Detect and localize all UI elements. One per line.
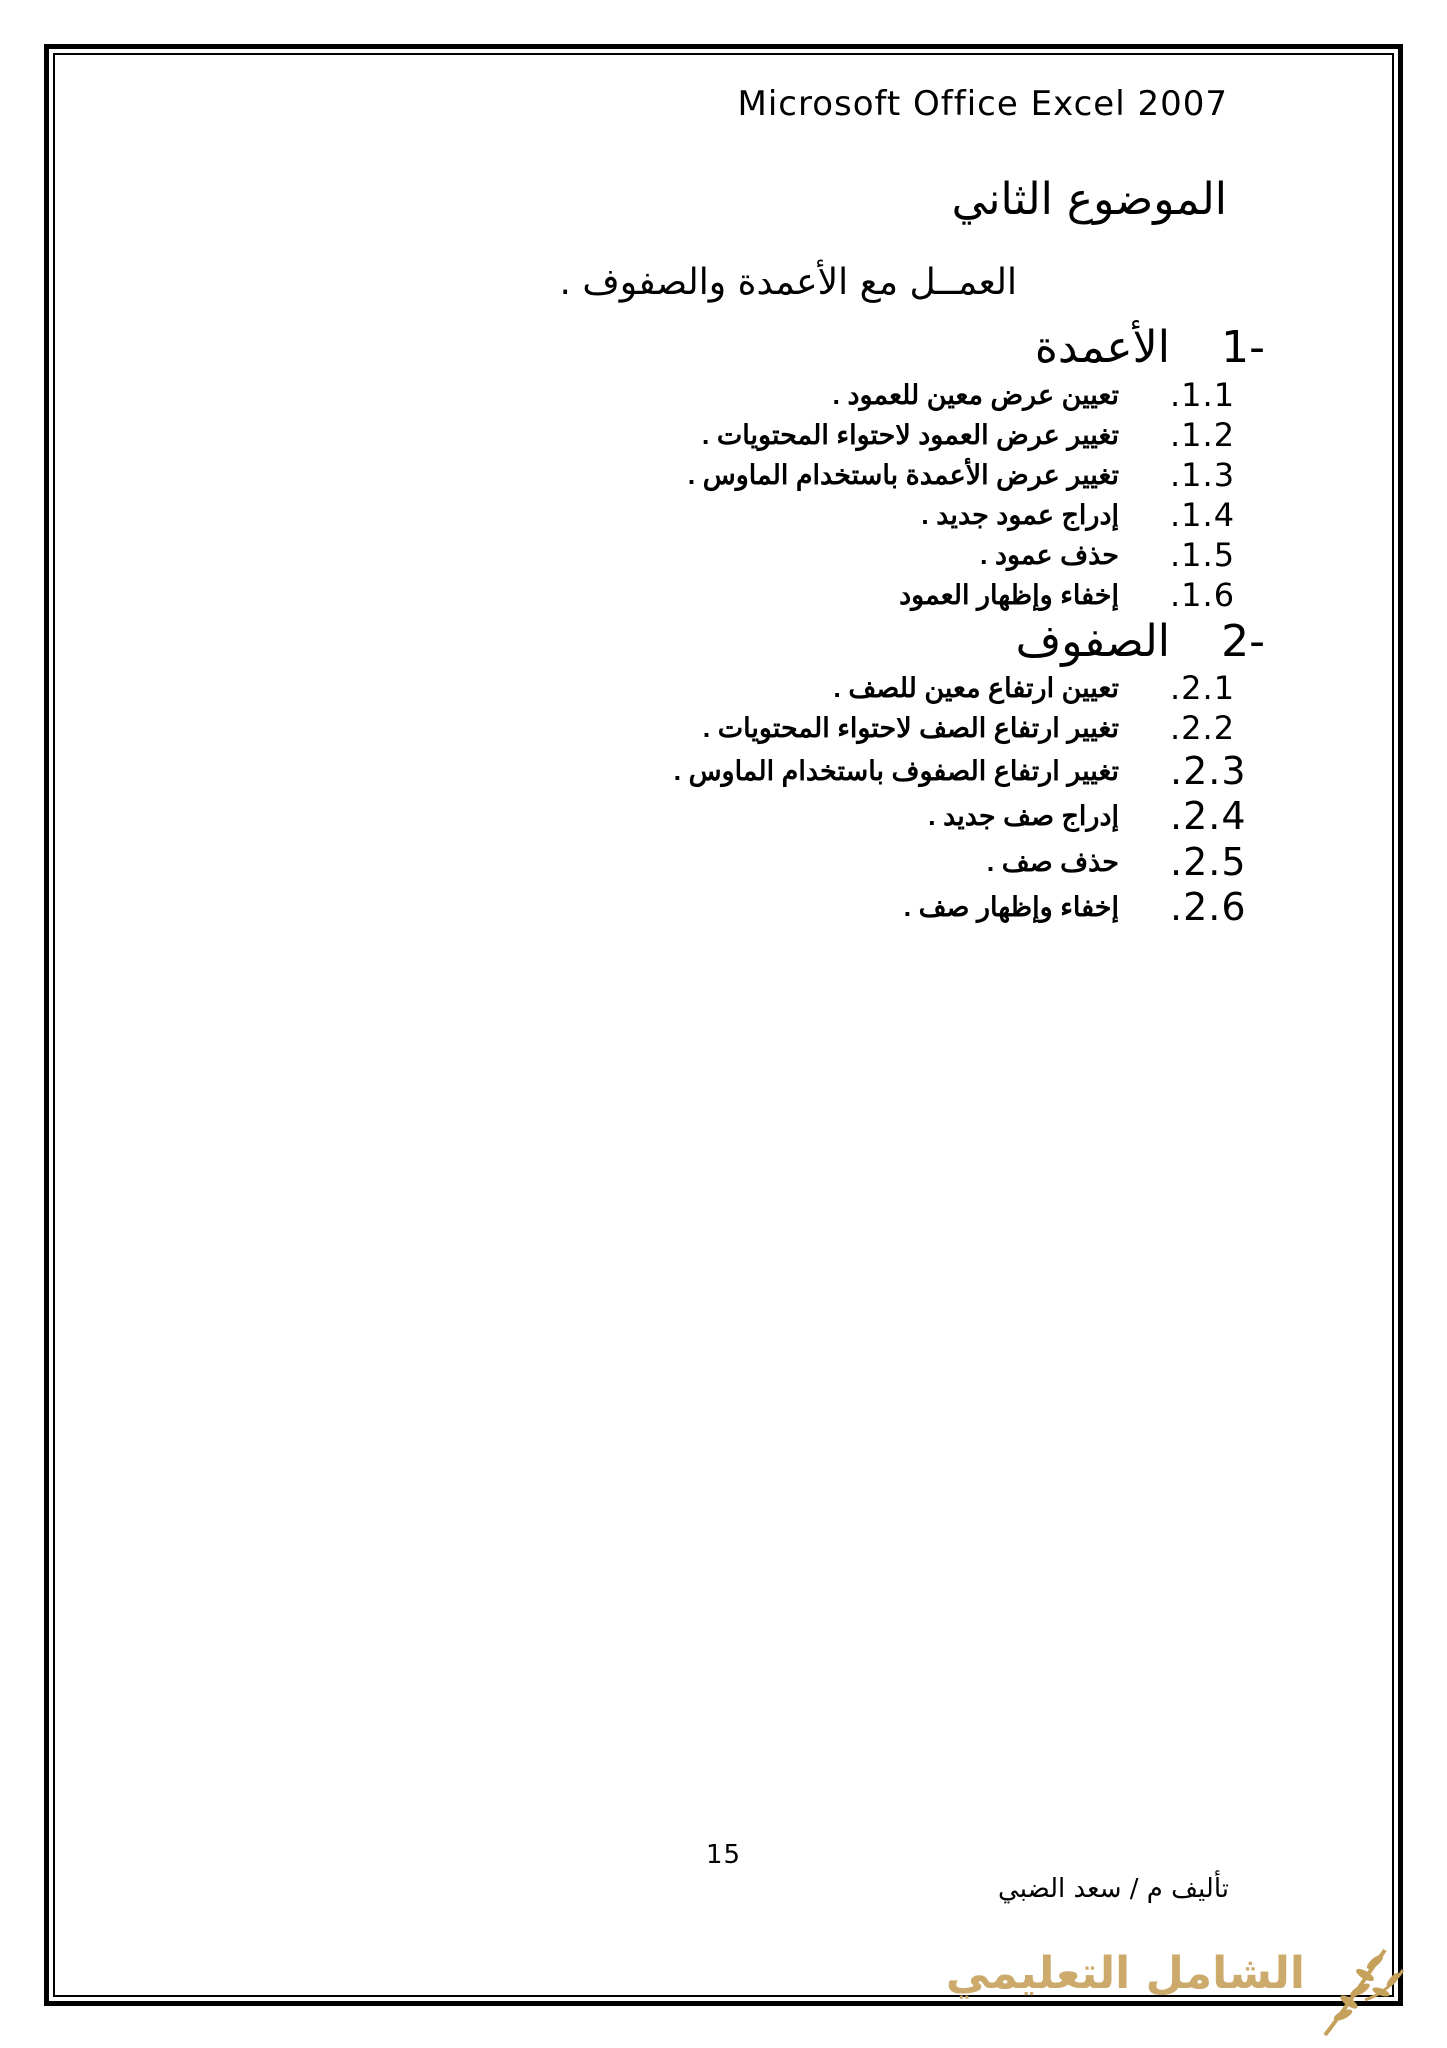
topic-title: الموضوع الثاني xyxy=(951,174,1227,225)
item-number: .2.4 xyxy=(1170,794,1247,838)
section-title: الأعمدة xyxy=(1034,322,1170,373)
list-item xyxy=(0,377,1447,413)
item-number: .1.2 xyxy=(1170,416,1236,454)
list-item xyxy=(0,885,1447,929)
topic-subtitle: العمــل مع الأعمدة والصفوف . xyxy=(559,262,1017,303)
list-item xyxy=(0,840,1447,884)
item-text: حذف صف . xyxy=(986,847,1119,877)
item-number: .2.2 xyxy=(1170,709,1236,747)
section-title: الصفوف xyxy=(1015,616,1170,667)
list-item xyxy=(0,457,1447,493)
list-item xyxy=(0,537,1447,573)
item-number: .1.6 xyxy=(1170,576,1236,614)
item-text: إدراج صف جديد . xyxy=(928,801,1119,831)
section-number: 2- xyxy=(1221,616,1265,667)
item-number: .1.1 xyxy=(1170,376,1236,414)
item-number: .2.3 xyxy=(1170,749,1247,793)
item-number: .2.6 xyxy=(1170,885,1247,929)
list-item xyxy=(0,670,1447,706)
item-text: إدراج عمود جديد . xyxy=(921,500,1119,530)
item-text: تعيين ارتفاع معين للصف . xyxy=(833,673,1119,703)
item-text: إخفاء وإظهار العمود xyxy=(899,580,1119,610)
item-text: تغيير عرض الأعمدة باستخدام الماوس . xyxy=(687,460,1119,490)
list-item xyxy=(0,710,1447,746)
olive-branch-icon xyxy=(1305,1940,1415,2040)
item-text: حذف عمود . xyxy=(979,540,1119,570)
author-credit: تأليف م / سعد الضبي xyxy=(998,1874,1229,1904)
item-text: إخفاء وإظهار صف . xyxy=(903,892,1119,922)
section-heading xyxy=(0,322,1447,374)
item-text: تغيير ارتفاع الصفوف باستخدام الماوس . xyxy=(673,756,1119,786)
item-text: تغيير ارتفاع الصف لاحتواء المحتويات . xyxy=(702,713,1119,743)
publisher-logo xyxy=(945,1948,1415,2038)
item-number: .1.5 xyxy=(1170,536,1236,574)
item-number: .1.4 xyxy=(1170,496,1236,534)
list-item xyxy=(0,577,1447,613)
item-text: تغيير عرض العمود لاحتواء المحتويات . xyxy=(701,420,1119,450)
item-text: تعيين عرض معين للعمود . xyxy=(832,380,1119,410)
section-heading xyxy=(0,616,1447,668)
item-number: .1.3 xyxy=(1170,456,1236,494)
item-number: .2.1 xyxy=(1170,669,1236,707)
page-number: 15 xyxy=(705,1840,742,1870)
list-item xyxy=(0,749,1447,793)
section-number: 1- xyxy=(1221,322,1265,373)
list-item xyxy=(0,794,1447,838)
header-title: Microsoft Office Excel 2007 xyxy=(737,84,1228,124)
logo-text: الشامل التعليمي xyxy=(945,1948,1305,1999)
list-item xyxy=(0,417,1447,453)
item-number: .2.5 xyxy=(1170,840,1247,884)
list-item xyxy=(0,497,1447,533)
